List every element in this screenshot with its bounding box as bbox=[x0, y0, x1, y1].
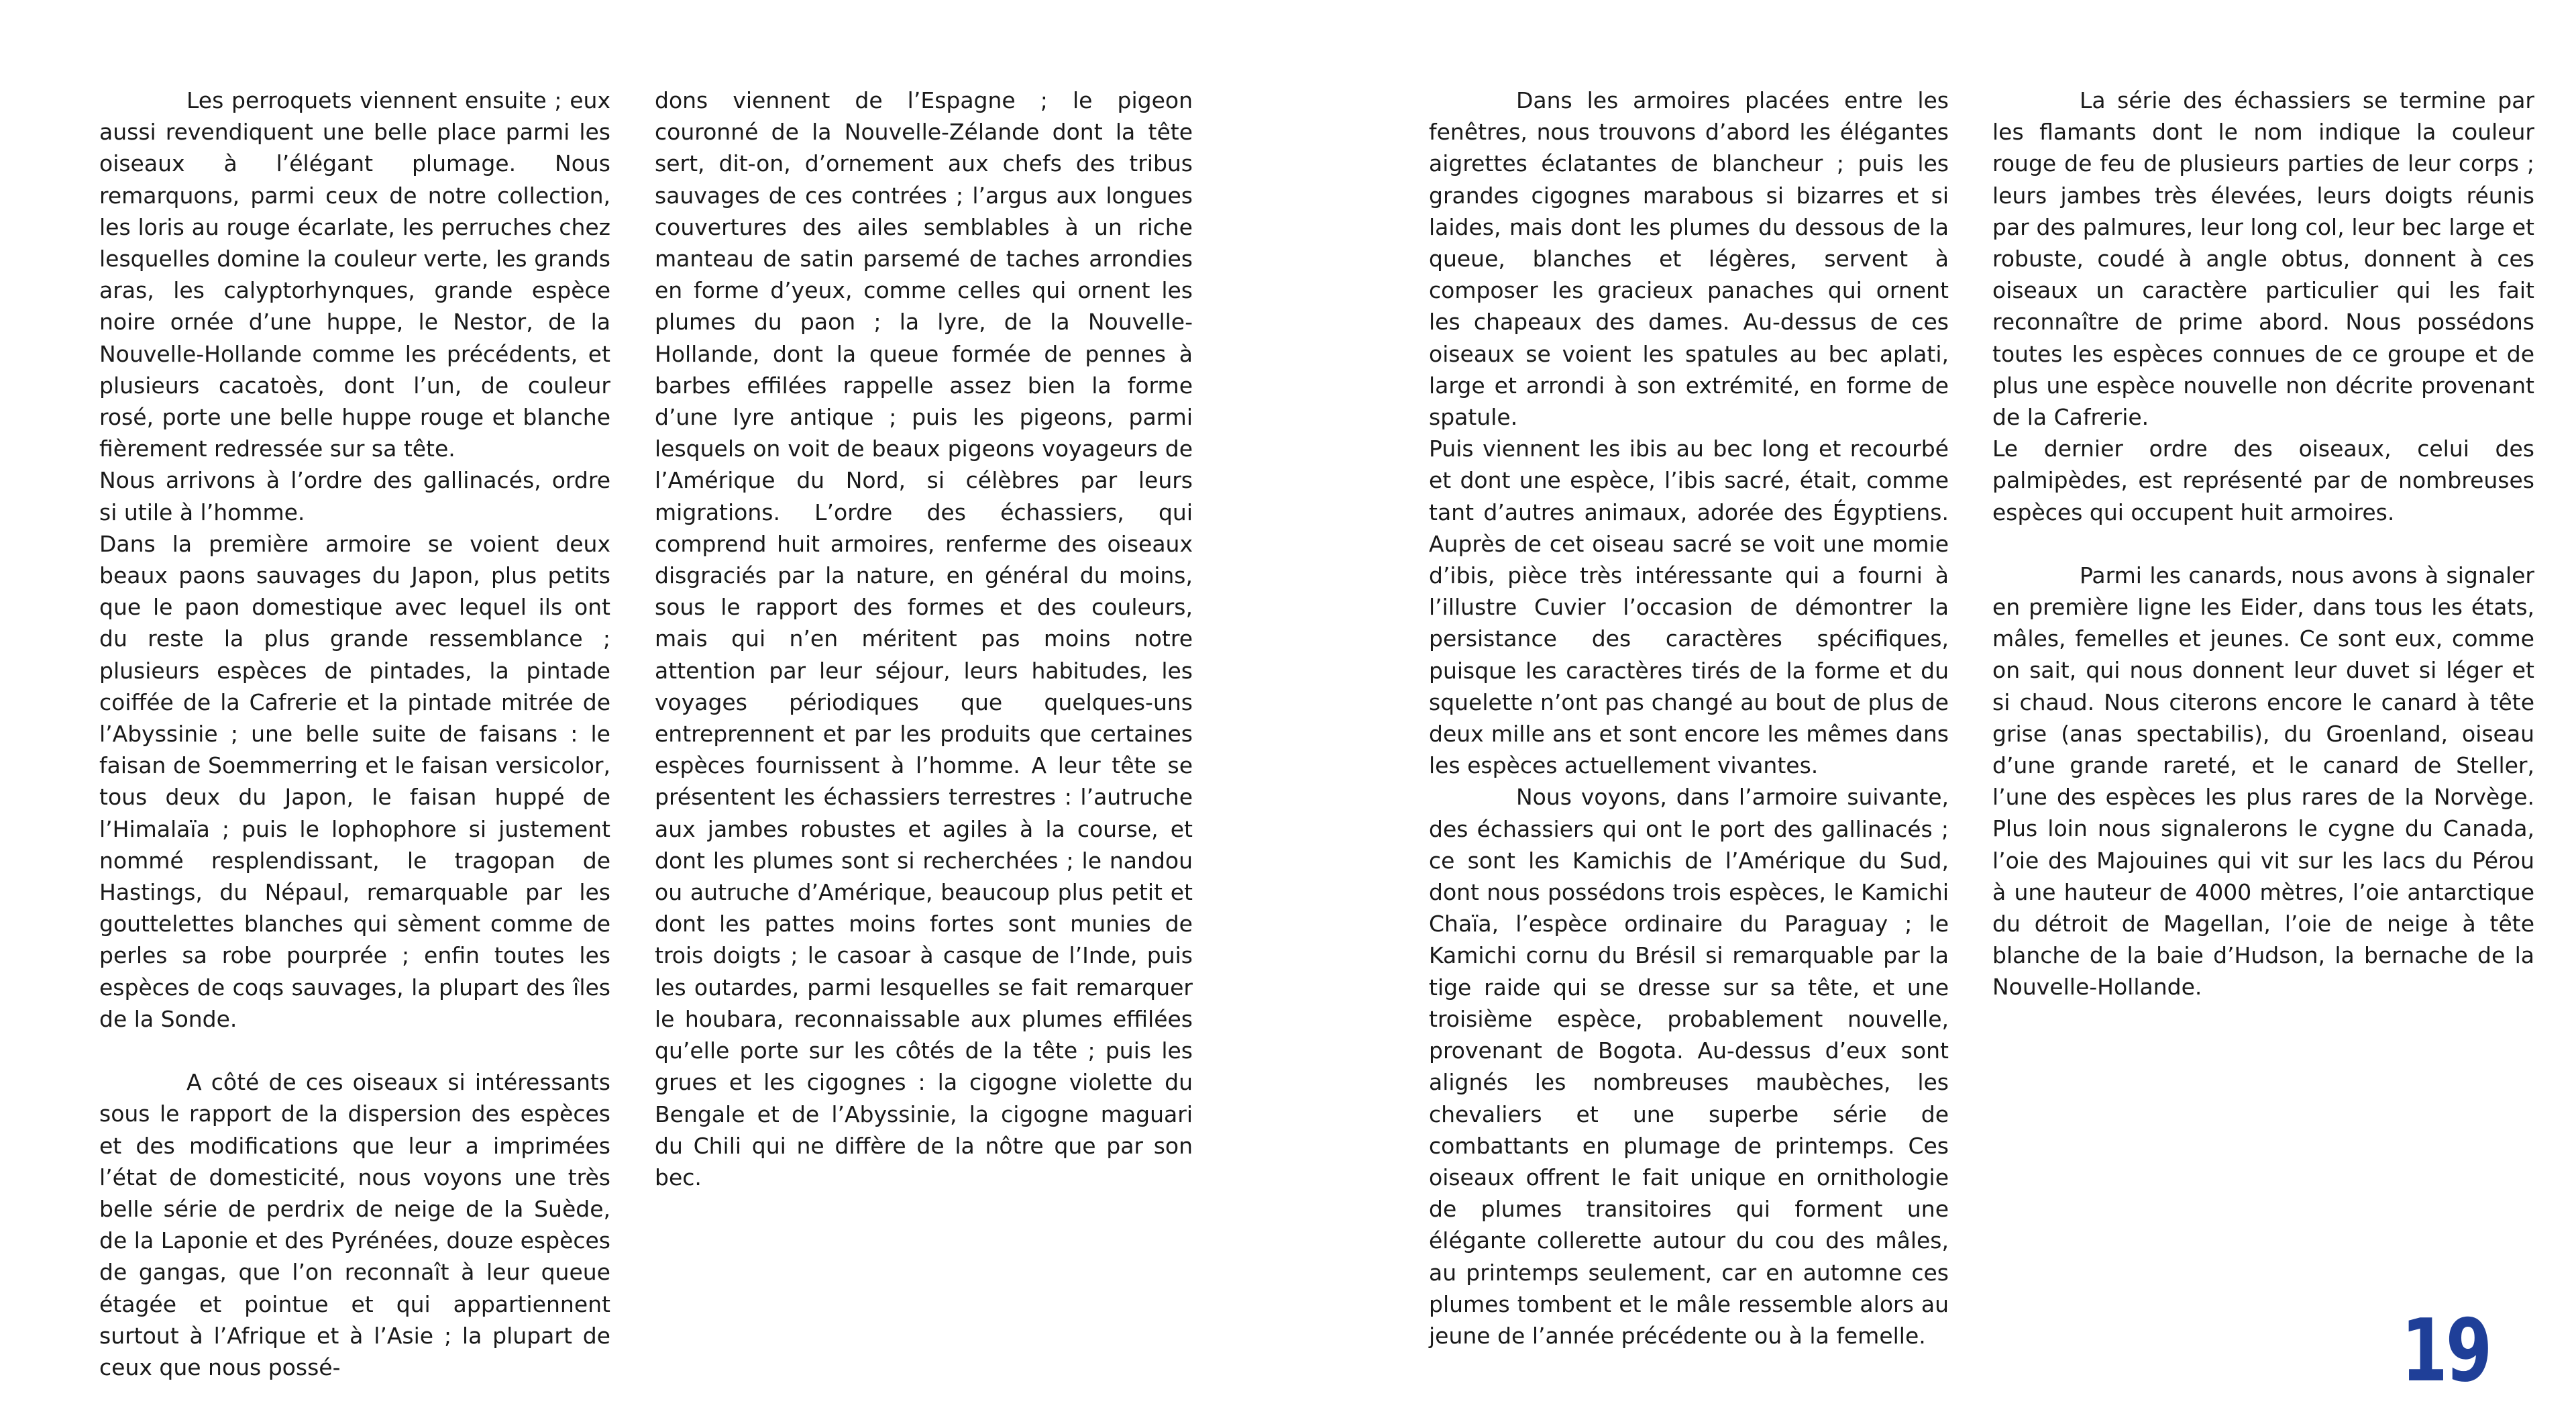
text-column-3 bbox=[1429, 85, 1949, 1352]
paragraph: Puis viennent les ibis au bec long et recourbé et dont une espèce, l’ibis sacré, était, comme tant d’autres animaux, adorée des Égyptiens. Auprès de cet oiseau sacré se voit une momie d’ibis, pièce très intéressante qui a fourni à l’illustre Cuvier l’occasion de démontrer la persistance des caractères spécifiques, puisque les caractères tirés de la forme et du squelette n’ont pas changé au bout de plus de deux mille ans et sont encore les mêmes dans les espèces actuellement vivantes. bbox=[1429, 436, 1949, 779]
right-page bbox=[1288, 0, 2576, 1424]
paragraph: La série des échassiers se termine par les flamants dont le nom indique la couleur rouge de feu de plusieurs parties de leur corps ; leurs jambes très élevées, leurs doigts réunis par des palmures, leur long col, leur bec large et robuste, coudé à angle obtus, donnent à ces oiseaux un caractère particulier qui les fait reconnaître de prime abord. Nous possédons toutes les espèces connues de ce groupe et de plus une espèce nouvelle non décrite provenant de la Cafrerie. bbox=[1992, 87, 2534, 431]
paragraph: Nous arrivons à l’ordre des gallinacés, ordre si utile à l’homme. bbox=[99, 467, 610, 525]
text-column-1 bbox=[99, 85, 610, 1383]
paragraph: A côté de ces oiseaux si intéressants sous le rapport de la dispersion des espèces et des modifications que leur a imprimées l’état de domesticité, nous voyons une très belle série de perdrix de neige de la Suède, de la Laponie et des Pyrénées, douze espèces de gangas, que l’on reconnaît à leur queue étagée et pointue et qui appartiennent surtout à l’Afrique et à l’Asie ; la plupart de ceux que nous possé- bbox=[99, 1069, 610, 1380]
paragraph: Dans les armoires placées entre les fenêtres, nous trouvons d’abord les élégantes aigrettes éclatantes de blancheur ; puis les grandes cigognes marabous si bizarres et si laides, mais dont les plumes du dessous de la queue, blanches et légères, servent à composer les gracieux panaches qui ornent les chapeaux des dames. Au-dessus de ces oiseaux se voient les spatules au bec aplati, large et arrondi à son extrémité, en forme de spatule. bbox=[1429, 87, 1949, 431]
paragraph: Dans la première armoire se voient deux beaux paons sauvages du Japon, plus petits que le paon domestique avec lequel ils ont du reste la plus grande ressemblance ; plusieurs espèces de pintades, la pintade coiffée de la Cafrerie et la pintade mitrée de l’Abyssinie ; une belle suite de faisans : le faisan de Soemmerring et le faisan versicolor, tous deux du Japon, le faisan huppé de l’Himalaïa ; puis le lophophore si justement nommé resplendissant, le tragopan de Hastings, du Népaul, remarquable par les gouttelettes blanches qui sèment comme de perles sa robe pourprée ; enfin toutes les espèces de coqs sauvages, la plupart des îles de la Sonde. bbox=[99, 530, 610, 1032]
text-column-4 bbox=[1992, 85, 2534, 1003]
paragraph: Les perroquets viennent ensuite ; eux aussi revendiquent une belle place parmi les oiseaux à l’élégant plumage. Nous remarquons, parmi ceux de notre collection, les loris au rouge écarlate, les perruches chez lesquelles domine la couleur verte, les grands aras, les calyptorhynques, grande espèce noire ornée d’une huppe, le Nestor, de la Nouvelle-Hollande comme les précédents, et plusieurs cacatoès, dont l’un, de couleur rosé, porte une belle huppe rouge et blanche fièrement redressée sur sa tête. bbox=[99, 87, 610, 462]
paragraph: Nous voyons, dans l’armoire suivante, des échassiers qui ont le port des gallinacés ; ce sont les Kamichis de l’Amérique du Sud, dont nous possédons trois espèces, le Kamichi Chaïa, l’espèce ordinaire du Paraguay ; le Kamichi cornu du Brésil si remarquable par la tige raide qui se dresse sur sa tête, et une troisième espèce, probablement nouvelle, provenant de Bogota. Au-dessus d’eux sont alignés les nombreuses maubèches, les chevaliers et une superbe série de combattants en plumage de printemps. Ces oiseaux offrent le fait unique en ornithologie de plumes transitoires qui forment une élégante collerette autour du cou des mâles, au printemps seulement, car en automne ces plumes tombent et le mâle ressemble alors au jeune de l’année précédente ou à la femelle. bbox=[1429, 784, 1949, 1349]
paragraph: Le dernier ordre des oiseaux, celui des palmipèdes, est représenté par de nombreuses espèces qui occupent huit armoires. bbox=[1992, 436, 2534, 525]
paragraph: Parmi les canards, nous avons à signaler en première ligne les Eider, dans tous les états, mâles, femelles et jeunes. Ce sont eux, comme on sait, qui nous donnent leur duvet si léger et si chaud. Nous citerons encore le canard à tête grise (anas spectabilis), du Groenland, oiseau d’une grande rareté, et le canard de Steller, l’une des espèces les plus rares de la Norvège. Plus loin nous signalerons le cygne du Canada, l’oie des Majouines qui vit sur les lacs du Pérou à une hauteur de 4000 mètres, l’oie antarctique du détroit de Magellan, l’oie de neige à tête blanche de la baie d’Hudson, la bernache de la Nouvelle-Hollande. bbox=[1992, 562, 2534, 1001]
page-number: 19 bbox=[2401, 1301, 2490, 1401]
paragraph: dons viennent de l’Espagne ; le pigeon couronné de la Nouvelle-Zélande dont la tête sert, dit-on, d’ornement aux chefs des tribus sauvages de ces contrées ; l’argus aux longues couvertures des ailes semblables à un riche manteau de satin parsemé de taches arrondies en forme d’yeux, comme celles qui ornent les plumes du paon ; la lyre, de la Nouvelle-Hollande, dont la queue formée de pennes à barbes effilées rappelle assez bien la forme d’une lyre antique ; puis les pigeons, parmi lesquels on voit de beaux pigeons voyageurs de l’Amérique du Nord, si célèbres par leurs migrations. L’ordre des échassiers, qui comprend huit armoires, renferme des oiseaux disgraciés par la nature, en général du moins, sous le rapport des formes et des couleurs, mais qui n’en méritent pas moins notre attention par leur séjour, leurs habitudes, les voyages périodiques que quelques-uns entreprennent et par les produits que certaines espèces fournissent à l’homme. A leur tête se présentent les échassiers terrestres : l’autruche aux jambes robustes et agiles à la course, et dont les plumes sont si recherchées ; le nandou ou autruche d’Amérique, beaucoup plus petit et dont les pattes moins fortes sont munies de trois doigts ; le casoar à casque de l’Inde, puis les outardes, parmi lesquelles se fait remarquer le houbara, reconnaissable aux plumes effilées qu’elle porte sur les côtés de la tête ; puis les grues et les cigognes : la cigogne violette du Bengale et de l’Abyssinie, la cigogne maguari du Chili qui ne diffère de la nôtre que par son bec. bbox=[655, 87, 1193, 1190]
text-column-2 bbox=[655, 85, 1193, 1193]
